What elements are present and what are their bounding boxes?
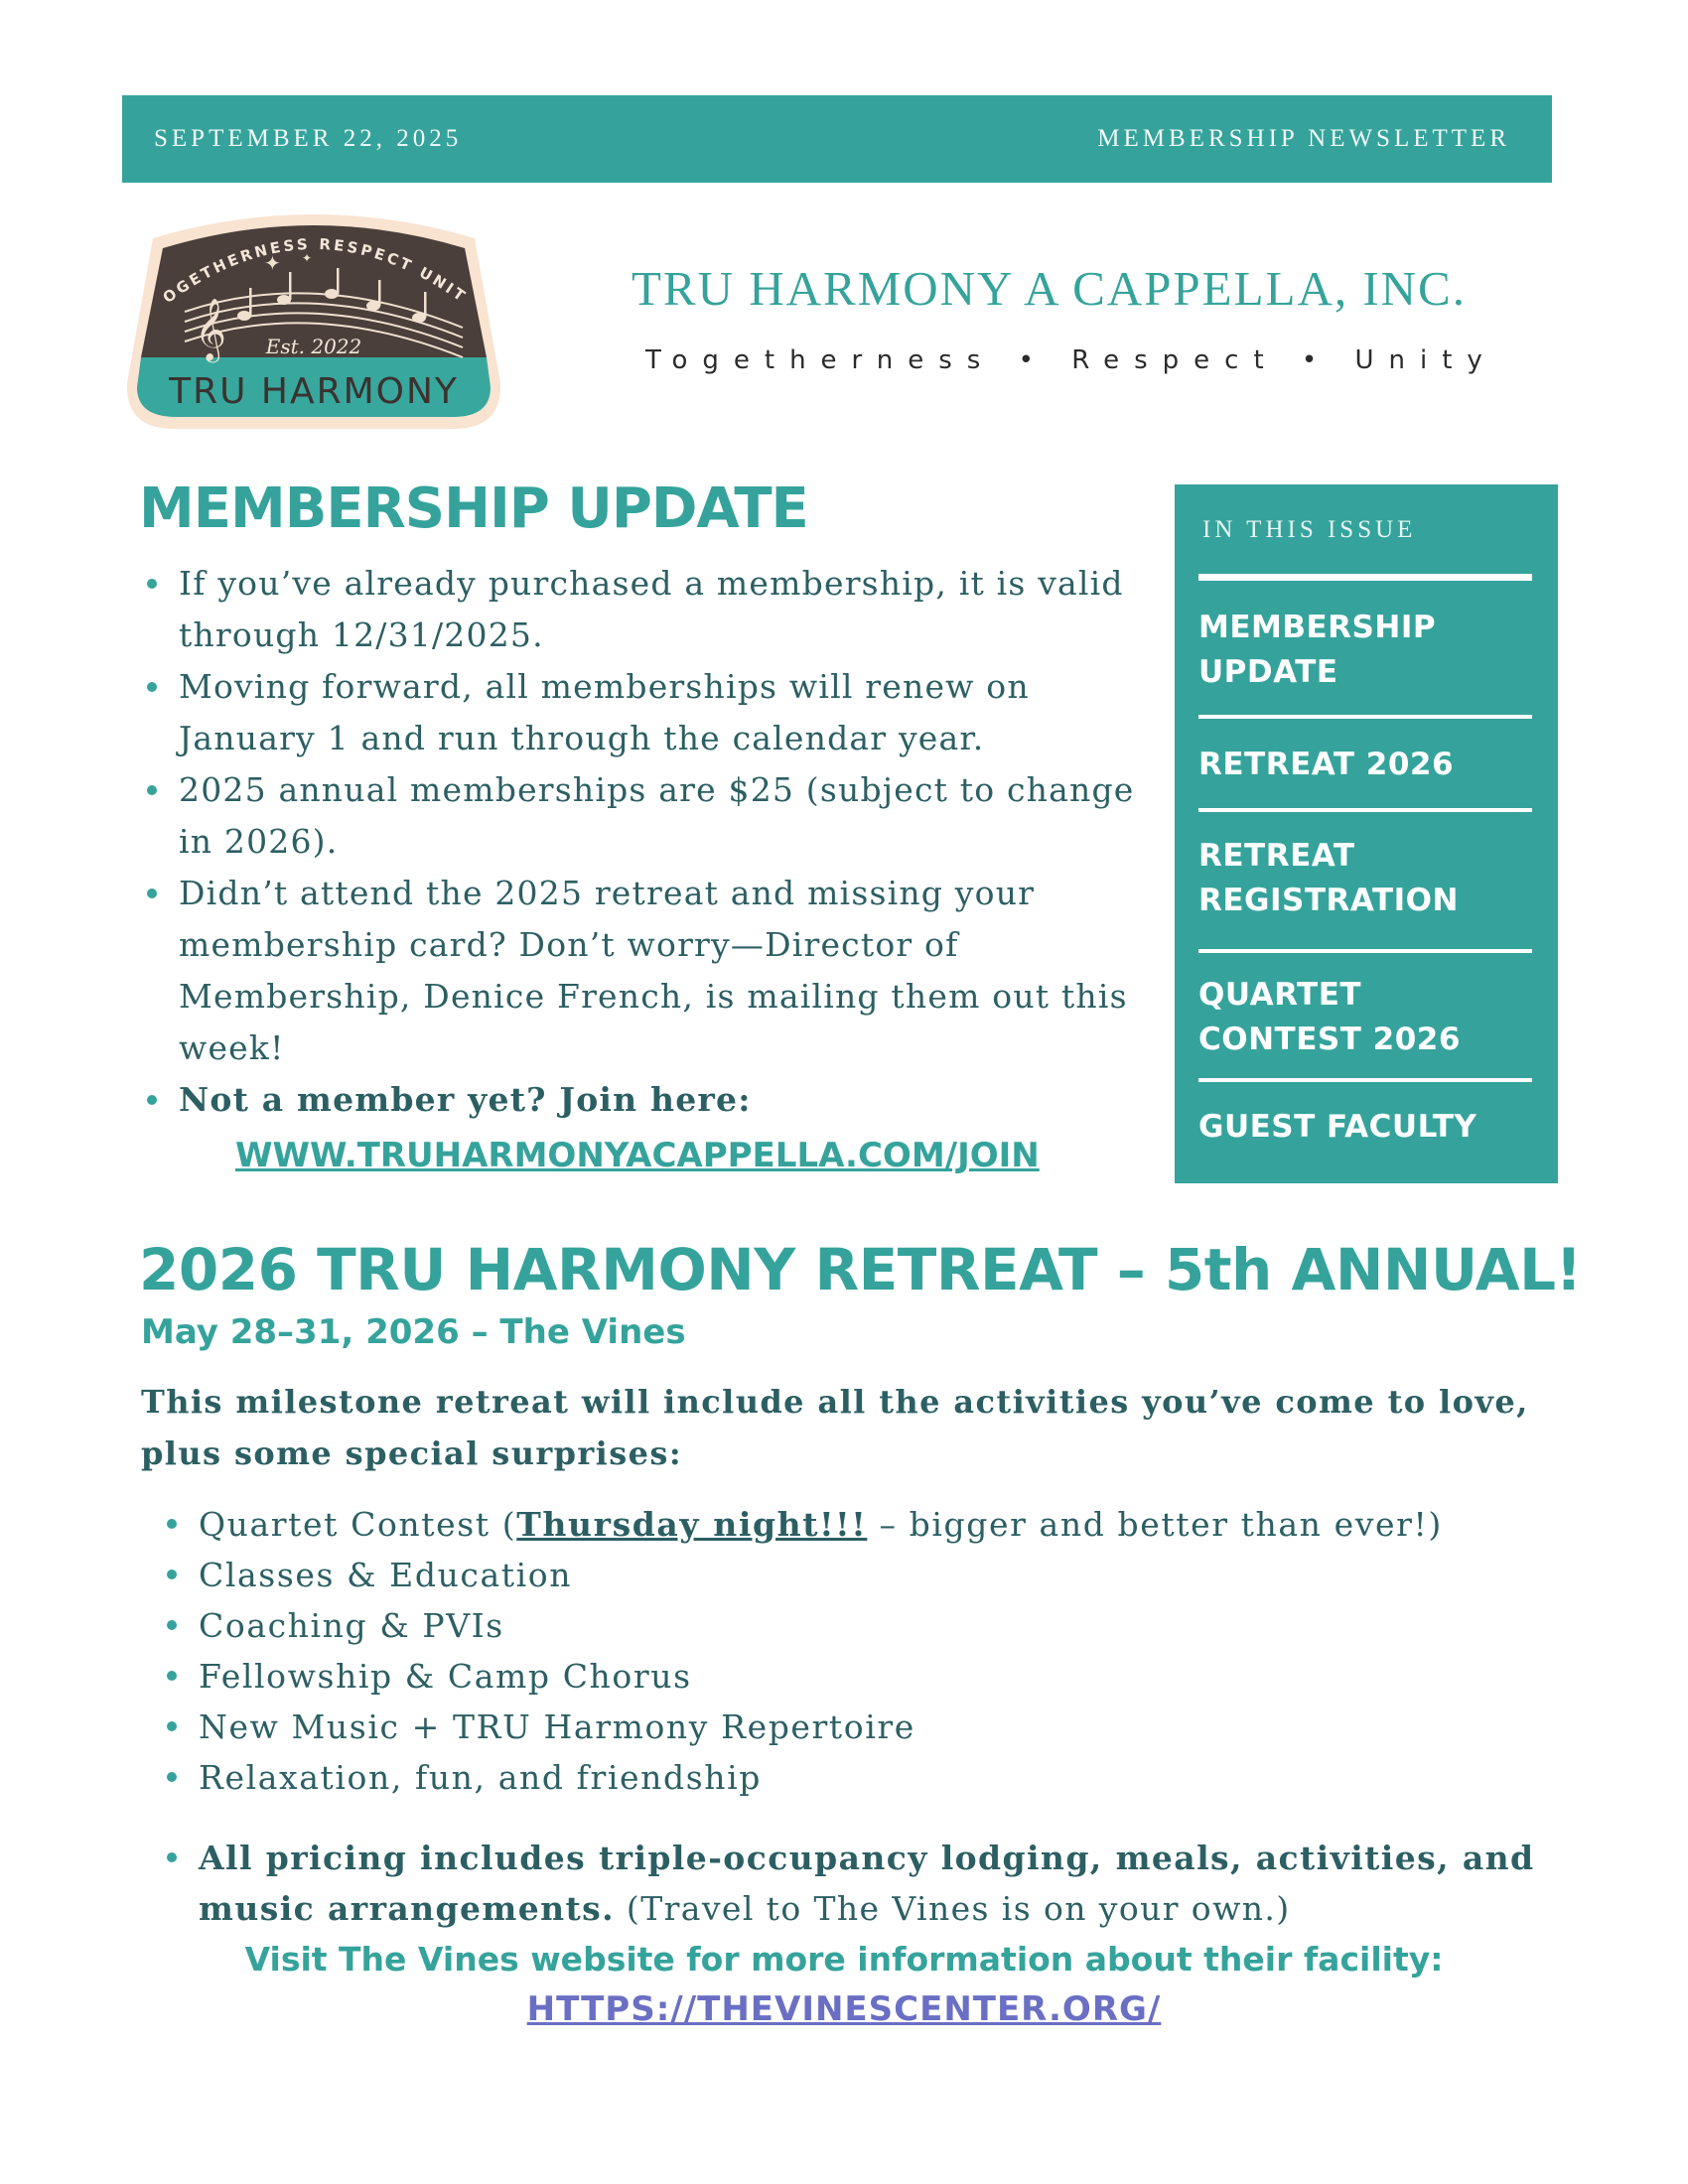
org-motto: Togetherness • Respect • Unity [645,345,1497,375]
sidebar-item-retreat-2026[interactable]: RETREAT 2026 [1198,747,1455,782]
retreat-date: May 28–31, 2026 – The Vines [141,1312,686,1352]
pricing-travel: (Travel to The Vines is on your own.) [615,1889,1291,1928]
org-title: TRU HARMONY A CAPPELLA, INC. [632,261,1467,316]
list-item: 2025 annual memberships are $25 (subject to change in 2026). [141,764,1164,868]
sidebar-divider [1198,808,1532,812]
sidebar-divider [1198,1078,1532,1082]
list-item: Fellowship & Camp Chorus [161,1651,1551,1702]
svg-text:✦: ✦ [302,251,313,265]
join-link[interactable]: WWW.TRUHARMONYACAPPELLA.COM/JOIN [235,1136,1040,1175]
sidebar-divider [1198,574,1532,581]
list-item [161,1499,1551,1550]
retreat-activities-list [161,1499,1551,1803]
list-item: Didn’t attend the 2025 retreat and missing your membership card? Don’t worry—Director of Membership, Denice French, is mailing them out this week! [141,868,1164,1074]
vines-website-link[interactable]: HTTPS://THEVINESCENTER.ORG/ [526,1989,1162,2029]
sidebar-item-quartet-contest[interactable]: QUARTET CONTEST 2026 [1198,977,1461,1057]
tru-harmony-logo [125,208,502,431]
sidebar-item-retreat-registration[interactable]: RETREAT REGISTRATION [1198,838,1459,918]
list-item: Moving forward, all memberships will renew on January 1 and run through the calendar year. [141,661,1164,764]
sidebar-item-guest-faculty[interactable]: GUEST FACULTY [1198,1109,1477,1145]
list-item: Coaching & PVIs [161,1600,1551,1651]
sidebar-label: IN THIS ISSUE [1202,516,1417,543]
sidebar-divider [1198,949,1532,953]
quartet-suffix: – bigger and better than ever!) [867,1505,1443,1544]
issue-date: SEPTEMBER 22, 2025 [154,125,463,152]
membership-heading: MEMBERSHIP UPDATE [139,477,808,541]
sidebar-divider [1198,715,1532,719]
list-item: Classes & Education [161,1550,1551,1600]
logo-established: Est. 2022 [265,335,362,358]
publication-type: MEMBERSHIP NEWSLETTER [1097,125,1510,152]
vines-info-text: Visit The Vines website for more information about their facility: [244,1940,1444,1979]
svg-text:✦: ✦ [264,251,281,275]
retreat-heading: 2026 TRU HARMONY RETREAT – 5th ANNUAL! [139,1236,1582,1303]
sidebar-item-membership-update[interactable]: MEMBERSHIP UPDATE [1198,610,1437,690]
in-this-issue-sidebar [1175,484,1558,1183]
quartet-emphasis: Thursday night!!! [516,1505,868,1544]
list-item: Not a member yet? Join here: [141,1074,1164,1126]
pricing-note [161,1833,1551,1934]
header-bar [122,95,1552,183]
logo-arc-text: OGETHERNESS RESPECT UNIT [159,234,471,308]
quartet-prefix: Quartet Contest ( [199,1505,517,1544]
pricing-bold: All pricing includes triple-occupancy lodging, meals, activities, and music arrangements. [199,1839,1535,1928]
logo-name: TRU HARMONY [169,371,459,412]
list-item: Relaxation, fun, and friendship [161,1752,1551,1803]
membership-list [141,558,1164,1126]
list-item: New Music + TRU Harmony Repertoire [161,1702,1551,1752]
retreat-intro: This milestone retreat will include all the activities you’ve come to love, plus some special surprises: [141,1383,1529,1472]
list-item: If you’ve already purchased a membership, it is valid through 12/31/2025. [141,558,1164,661]
svg-text:𝄞: 𝄞 [195,298,226,360]
